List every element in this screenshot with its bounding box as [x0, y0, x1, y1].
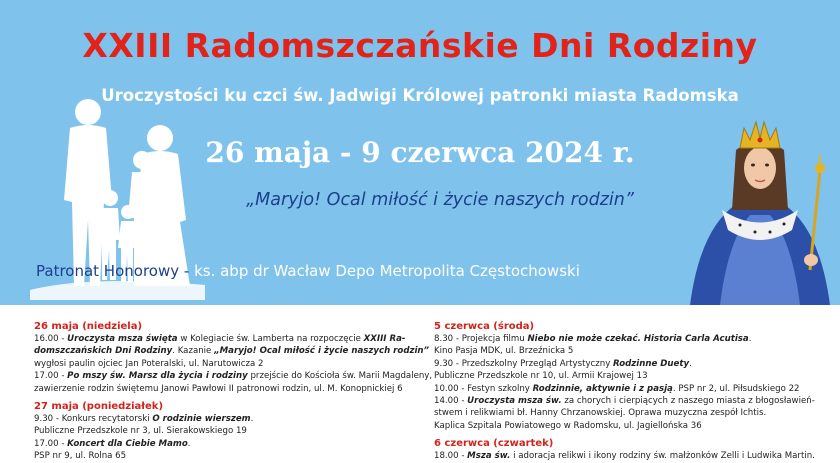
event-subtitle: Uroczystości ku czci św. Jadwigi Królowej patronki miasta Radomska	[101, 86, 739, 105]
day-heading-june-6: 6 czerwca (czwartek)	[434, 438, 554, 450]
program-line: 17.00 - Po mszy św. Marsz dla życia i rodziny przejście do Kościoła św. Marii Magdaleny,	[34, 371, 433, 382]
event-motto: „Maryjo! Ocal miłość i życie naszych rodzin”	[246, 190, 634, 210]
day-heading-june-5: 5 czerwca (środa)	[434, 321, 535, 332]
program-line: wygłosi paulin ojciec Jan Poteralski, ul. Narutowicza 2	[34, 358, 264, 369]
program-line: 16.00 - Uroczysta msza święta w Kolegiacie św. Lamberta na rozpoczęcie XXIII Ra-	[34, 334, 406, 344]
program-line: Kino Pasja MDK, ul. Brzeźnicka 5	[434, 346, 574, 357]
program-line: 9.30 - Przedszkolny Przegląd Artystyczny Rodzinne Duety.	[434, 358, 692, 369]
program-line: stwem i relikwiami bł. Hanny Chrzanowskiej. Oprawa muzyczna zespół Ichtis.	[434, 408, 767, 419]
honorary-patronage	[36, 262, 580, 280]
event-dates: 26 maja - 9 czerwca 2024 r.	[205, 136, 635, 169]
saint-jadwiga-queen-illustration	[680, 110, 840, 305]
program-column-right	[434, 320, 834, 463]
program-line: Publiczne Przedszkole nr 10, ul. Armii Krajowej 13	[434, 371, 648, 382]
program-line: 9.30 - Konkurs recytatorski O rodzinie wierszem.	[34, 414, 254, 425]
program-line: Publiczne Przedszkole nr 3, ul. Sierakowskiego 19	[34, 426, 247, 437]
day-heading-may-26: 26 maja (niedziela)	[34, 321, 143, 332]
program-line: 14.00 - Uroczysta msza św. za chorych i cierpiących z naszego miasta z błogosławień-	[434, 396, 815, 407]
program-line: 10.00 - Festyn szkolny Rodzinnie, aktywnie i z pasją. PSP nr 2, ul. Piłsudskiego 22	[434, 383, 800, 394]
patronage-dash: -	[179, 262, 195, 280]
program-line: domszczańskich Dni Rodziny. Kazanie „Maryjo! Ocal miłość i życie naszych rodzin”	[34, 346, 430, 357]
patronage-label: Patronat Honorowy	[36, 262, 180, 280]
day-heading-may-27: 27 maja (poniedziałek)	[34, 401, 164, 413]
program-line: zawierzenie rodzin świętemu Janowi Pawłowi II patronowi rodzin, ul. M. Konopnickiej 6	[34, 383, 403, 394]
program-line: PSP nr 9, ul. Rolna 65	[34, 451, 127, 462]
event-title: XXIII Radomszczańskie Dni Rodziny	[82, 26, 758, 65]
program-column-left	[34, 320, 433, 463]
patronage-name: ks. abp dr Wacław Depo Metropolita Częstochowski	[194, 262, 580, 280]
program-line: Kaplica Szpitala Powiatowego w Radomsku, ul. Jagiellońska 36	[434, 420, 702, 431]
program-line: 17.00 - Koncert dla Ciebie Mamo.	[34, 438, 191, 449]
program-line: 18.00 - Msza św. i adoracja relikwi i ikony rodziny św. małżonków Zelli i Ludwika Martin.	[434, 451, 815, 462]
program-line: 8.30 - Projekcja filmu Niebo nie może czekać. Historia Carla Acutisa.	[434, 334, 752, 344]
